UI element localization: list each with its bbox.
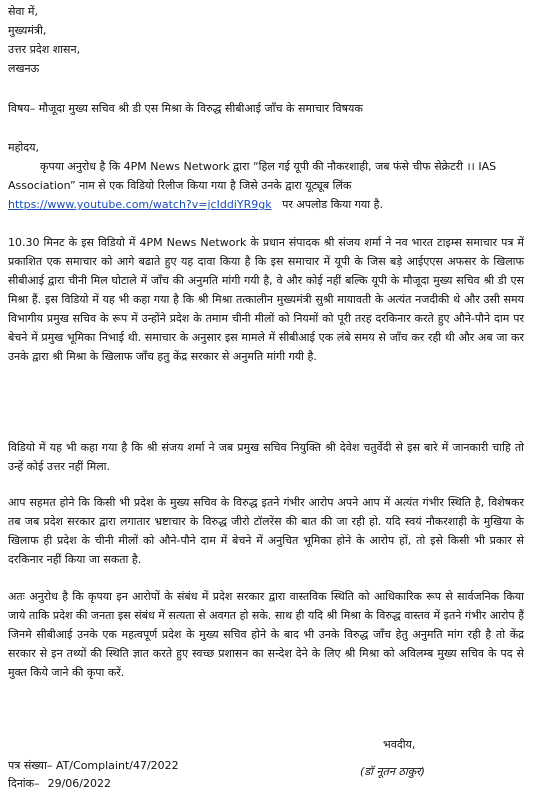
reference-number-row [8, 757, 179, 775]
reference-date: 29/06/2022 [47, 777, 111, 790]
subject-line: विषय– मौजूदा मुख्य सचिव श्री डी एस मिश्रा के विरुद्ध सीबीआई जाँच के समाचार विषयक [8, 102, 363, 115]
paragraph-4: आप सहमत होने कि किसी भी प्रदेश के मुख्य सचिव के विरुद्ध इतने गंभीर आरोप अपने आप में अत्यंत गंभीर स्थिति है, विशेषकर तब जब प्रदेश सरकार द्वारा लगातार भ्रष्टाचार के विरुद्ध जीरो टॉलरेंस की बात की जा रही हो. यदि स्वयं नौकरशाही के मुखिया के खिलाफ ही प्रदेश के चीनी मीलों को औने-पौने दाम में बेचने में अनुचित भूमिका होने के आरोप हों, तो इसे किसी भी प्रकार से दरकिनार नहीं किया जा सकता है. [8, 496, 524, 566]
recipient-line-4: लखनऊ [8, 62, 40, 75]
youtube-link[interactable]: https://www.youtube.com/watch?v=jcIddiYR9gk [8, 198, 272, 211]
paragraph-5: अतः अनुरोध है कि कृपया इन आरोपों के संबंध में प्रदेश सरकार द्वारा वास्तविक स्थिति को आधिकारिक रूप से सार्वजनिक किया जाये ताकि प्रदेश की जनता इस संबंध में सत्यता से अवगत हो सके. साथ ही यदि श्री मिश्रा के विरुद्ध वास्तव में इतने गंभीर आरोप हैं जिनमे सीबीआई उनके एक महत्वपूर्ण प्रदेश के मुख्य सचिव होने के बाद भी उनके विरुद्ध जाँच हेतु अनुमति मांग रही है तो केंद्र सरकार से इन तथ्यों की स्थिति ज्ञात करते हुए स्वच्छ प्रशासन का सन्देश देने के लिए श्री मिश्रा को अविलम्ब मुख्य सचिव के पद से मुक्त किये जाने की कृपा करें. [8, 590, 524, 679]
recipient-line-3: उत्तर प्रदेश शासन, [8, 43, 81, 56]
reference-date-row [8, 775, 179, 793]
salutation: महोदय, [8, 141, 39, 154]
recipient-line-1: सेवा में, [8, 5, 38, 18]
recipient-address [8, 2, 524, 78]
closing-text: भवदीय, [383, 738, 416, 751]
reference-label: पत्र संख्या– [8, 759, 53, 772]
reference-block [8, 757, 179, 793]
signature: (डॉ नूतन ठाकुर) [360, 765, 425, 778]
paragraph-1-text: कृपया अनुरोध है कि 4PM News Network द्वारा “हिल गई यूपी की नौकरशाही, जब फंसे चीफ सेक्रेटरी ।। IAS Association” नाम से एक विडियो रिलीज किया गया है जिसे उनके द्वारा यूट्यूब लिंक [8, 160, 497, 192]
paragraph-1 [8, 157, 524, 214]
paragraph-2: 10.30 मिनट के इस विडियो में 4PM News Network के प्रधान संपादक श्री संजय शर्मा ने नव भारत टाइम्स समाचार पत्र में प्रकाशित एक समाचार को आगे बढाते हुए यह दावा किया है कि इस समाचार में यूपी के जिस बड़े आईएएस अफसर के खिलाफ सीबीआई द्वारा चीनी मिल घोटाले में जाँच की अनुमति मांगी गयी है, वे और कोई नहीं बल्कि यूपी के मौजूदा मुख्य सचिव श्री डी एस मिश्रा हैं. इस विडियो में यह भी कहा गया है कि श्री मिश्रा तत्कालीन मुख्यमंत्री सुश्री मायावती के अत्यंत नजदीकी थे और उसी समय विभागीय प्रमुख सचिव के रूप में उन्होंने प्रदेश के तमाम चीनी मीलों को नियमों को पूरी तरह दरकिनार करते हुए औने-पौने दाम पर बेचने में प्रमुख भूमिका निभाई थी. समाचार के अनुसार इस मामले में सीबीआई एक लंबे समय से जाँच कर रही थी और अब जा कर उनके द्वारा श्री मिश्रा के खिलाफ जाँच हतु केंद्र सरकार से अनुमति मांगी गयी है. [8, 236, 524, 363]
date-label: दिनांक– [8, 777, 40, 790]
paragraph-1-tail: पर अपलोड किया गया है. [282, 198, 383, 211]
reference-number: AT/Complaint/47/2022 [55, 759, 179, 772]
paragraph-3: विडियो में यह भी कहा गया है कि श्री संजय शर्मा ने जब प्रमुख सचिव नियुक्ति श्री देवेश चतुर्वेदी से इस बारे में जानकारी चाहि तो उन्हें कोई उत्तर नहीं मिला. [8, 441, 524, 473]
recipient-line-2: मुख्यमंत्री, [8, 24, 47, 37]
